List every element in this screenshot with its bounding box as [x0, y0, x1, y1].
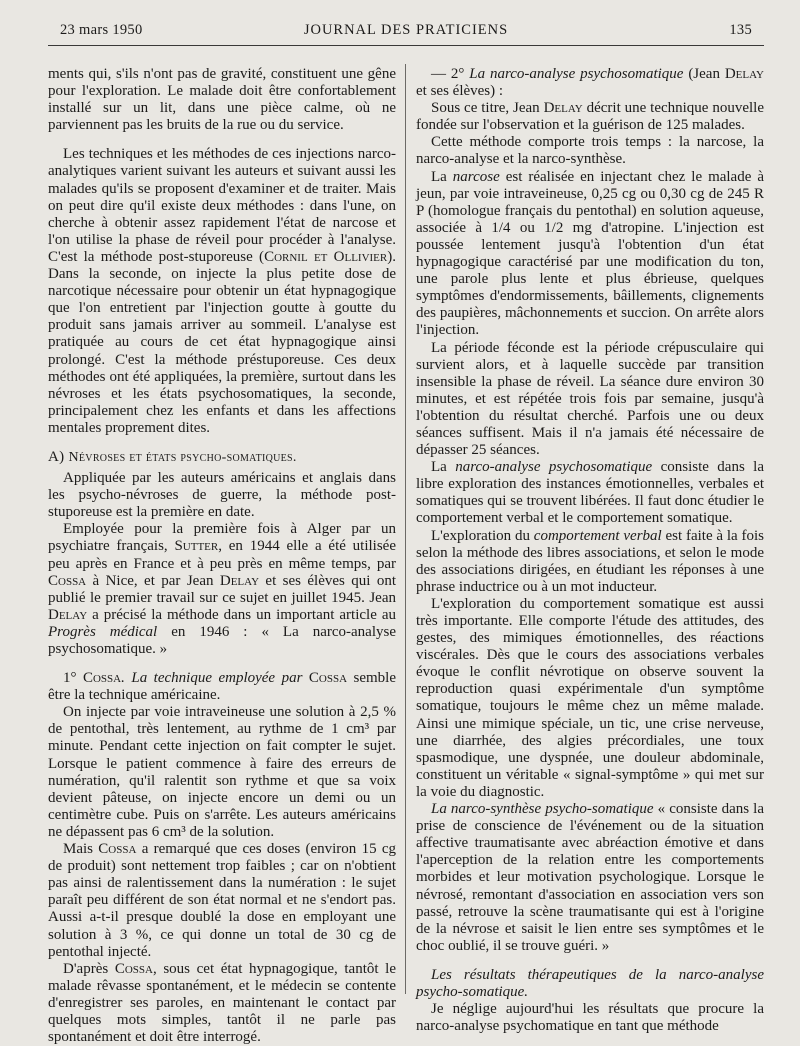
section-heading: A) Névroses et états psycho-somatiques. — [48, 448, 297, 465]
paragraph: Je néglige aujourd'hui les résultats que procure la narco-analyse psychomatique en tant que méthode — [416, 1001, 764, 1035]
paragraph: D'après Cossa, sous cet état hypnagogique, tantôt le malade rêvasse spontanément, et le médecin se contente d'enregistrer ses paroles, en maintenant le contact par quelques mots simples, tantôt il ne parle pas spontanément et doit être interrogé. — [48, 960, 396, 1046]
paragraph: Sous ce titre, Jean Delay décrit une technique nouvelle fondée sur l'observation et la guérison de 125 malades. — [416, 100, 764, 134]
paragraph: ments qui, s'ils n'ont pas de gravité, constituent une gêne pour l'exploration. Le malade doit être confortablement installé sur un lit, dans une pièce calme, où ne parviennent pas les bruits de la rue ou du service. — [48, 66, 396, 134]
paragraph: Employée pour la première fois à Alger par un psychiatre français, Sutter, en 1944 elle a été utilisée peu après en France et à peu près en même temps, par Cossa à Nice, et par Jean Delay et ses élèves qui ont publié le premier travail sur ce sujet en juillet 1945. Jean Delay a précisé la méthode dans un important article au Progrès médical en 1946 : « La narco-analyse psychosomatique. » — [48, 521, 397, 657]
paragraph: Mais Cossa a remarqué que ces doses (environ 15 cg de produit) sont nettement trop faibles ; car on n'obtient pas ainsi de ralentissement dans la numération : le sujet paraît peu différent de son état normal et ne s'endort pas. Aussi a-t-il presque doublé la dose en employant une solution à 3 %, ce qui donne un total de 30 cg de pentothal injecté. — [48, 841, 397, 960]
journal-title: JOURNAL DES PRATICIENS — [303, 22, 509, 38]
right-column — [416, 66, 764, 1035]
left-column — [48, 66, 396, 1046]
paragraph: La narco-synthèse psycho-somatique « consiste dans la prise de conscience de l'événement ou de la situation affective traumatisante avec abréaction émotive et dans l'aperception de la relation entre les comportements morbides et leur motivation psychologique. Lorsque le névrosé, remontant d'association en association vers son passé, retrouve la scène traumatisante qui est à l'origine de la névrose et saisit le lien entre ses symptômes et le choc oublié, il se trouve guéri. » — [416, 801, 764, 954]
paragraph: L'exploration du comportement somatique est aussi très importante. Elle comporte l'étude des attitudes, des gestes, des mimiques émotionnelles, des réactions viscérales. Dès que le cours des associations verbales évoque le conflit névrotique on observe souvent la reproduction quasi expérimentale d'un symptôme somatique, toujours le même chez un même malade. Ainsi une mimique spéciale, un tic, une crise nerveuse, une diarrhée, des algies précordiales, une toux spasmodique, une dyspnée, une douleur abdominale, constituent un véritable « signal-symptôme » qui met sur la voie du diagnostic. — [416, 595, 764, 800]
subsection-heading: — 2° La narco-analyse psychosomatique (Jean Delay et ses élèves) : — [416, 66, 764, 100]
page-header — [60, 22, 752, 46]
subsection-heading: Les résultats thérapeutiques de la narco-analyse psycho-somatique. — [416, 966, 764, 1000]
paragraph: La période féconde est la période crépusculaire qui survient alors, et à laquelle succède par transition insensible la phase de réveil. La séance dure environ 30 minutes, et est répétée trois fois par semaine, jusqu'à l'obtention du résultat cherché. Parfois une ou deux séances suffisent. Mais il n'a jamais été nécessaire de dépasser 25 séances. — [416, 339, 764, 459]
issue-date: 23 mars 1950 — [60, 22, 143, 38]
header-rule — [48, 45, 764, 46]
author-name: Cornil et Ollivier — [264, 248, 388, 265]
subsection-heading: 1° Cossa. La technique employée par Cossa semble être la technique américaine. — [48, 670, 396, 704]
column-divider — [405, 64, 406, 994]
paragraph: On injecte par voie intraveineuse une solution à 2,5 % de pentothal, très lentement, au rythme de 1 cm³ par minute. Pendant cette injection on fait compter le sujet. Lorsque le patient commence à faire des erreurs de numération, qu'il ralentit son rythme et que sa voix devient pâteuse, on injecte encore un demi ou un centimètre cube. Puis on s'arrête. Les auteurs américains ne dépassent pas 6 cm³ de la solution. — [48, 704, 396, 840]
page-number: 135 — [729, 22, 752, 38]
paragraph: La narcose est réalisée en injectant chez le malade à jeun, par voie intraveineuse, 0,25 cg ou 0,30 cg de 245 R P (homologue français du pentothal) en solution aqueuse, associée à 1/4 ou 1/2 mg d'atropine. L'injection est poussée lentement jusqu'à l'obtention d'un état hypnagogique caractérisé par une modification du ton, une parole plus lente et plus ébrieuse, quelques symptômes d'endormissements, bâillements, clignements des paupières, mâchonnements et succion. On arrête alors l'injection. — [416, 168, 764, 339]
paragraph: La narco-analyse psychosomatique consiste dans la libre exploration des instances émotionnelles, verbales et somatiques qui se trouvent libérées. Il faut donc étudier le comportement verbal et le comportement somatique. — [416, 459, 764, 527]
paragraph: Appliquée par les auteurs américains et anglais dans les psycho-névroses de guerre, la méthode post-stuporeuse est la première en date. — [48, 470, 396, 521]
paragraph: Cette méthode comporte trois temps : la narcose, la narco-analyse et la narco-synthèse. — [416, 134, 764, 168]
paragraph: L'exploration du comportement verbal est faite à la fois selon la méthode des libres associations, et selon le mode des associations dirigées, en étudiant les réponses à une phrase inductrice ou à un mot inducteur. — [416, 527, 764, 595]
paragraph: Les techniques et les méthodes de ces injections narco-analytiques varient suivant les auteurs et suivant aussi les malades qu'ils se proposent d'examiner et de traiter. Mais on peut dire qu'il existe deux méthodes : dans l'une, on cherche à obtenir assez rapidement l'état de narcose et l'on utilise la phase de réveil pour procéder à l'analyse. C'est la méthode post-stuporeuse (Cornil et Ollivier). Dans la seconde, on injecte la plus petite dose de narcotique nécessaire pour obtenir un état hypnagogique que l'on entretient par l'injection goutte à goutte du produit sans jamais arriver au sommeil. L'analyse est pratiquée au cours de cet état hypnagogique ainsi prolongé. C'est la méthode préstuporeuse. Ces deux méthodes ont été appliquées, la première, surtout dans les névroses et les états psychosomatiques, la seconde, principalement chez les enfants et dans les affections mentales proprement dites. — [48, 146, 396, 436]
